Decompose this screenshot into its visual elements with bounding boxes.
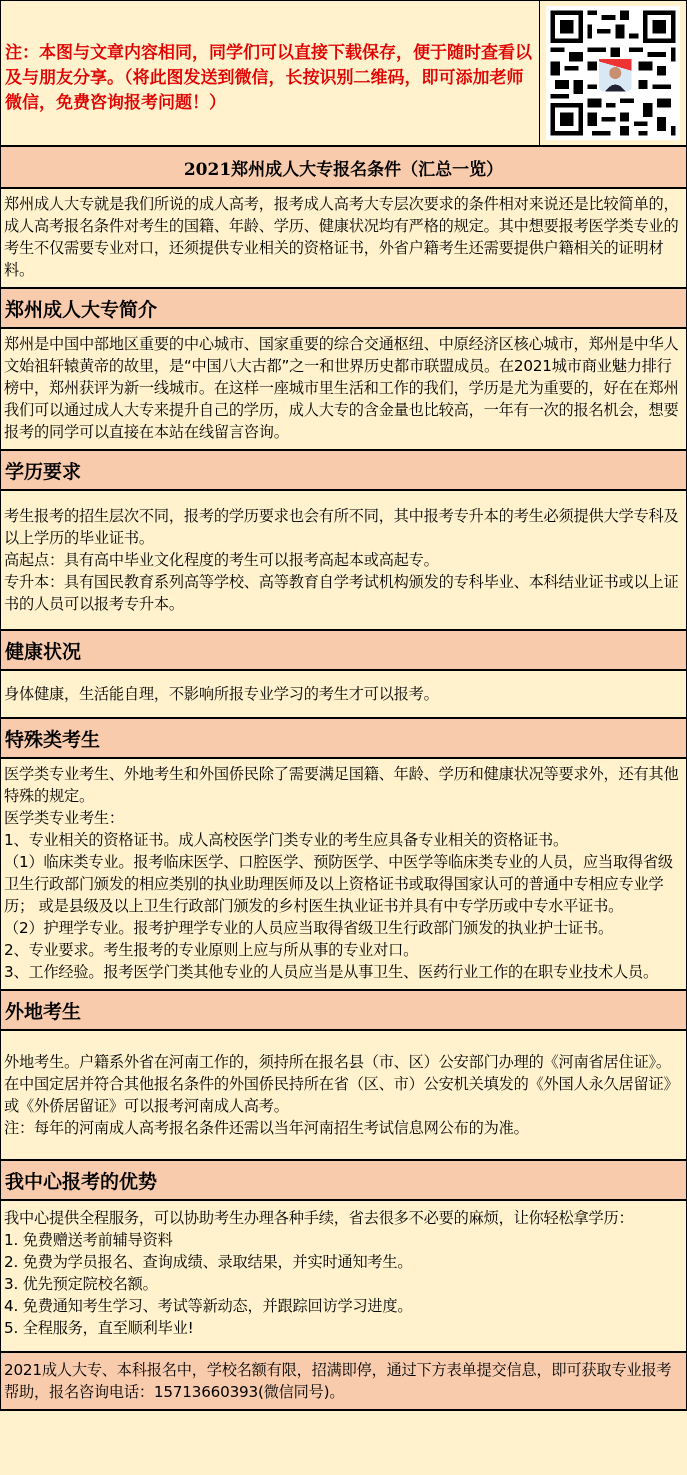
section-heading: 我中心报考的优势 <box>1 1161 686 1201</box>
qr-code-icon <box>546 6 680 140</box>
page-title: 2021郑州成人大专报名条件（汇总一览） <box>1 147 686 189</box>
footer-contact <box>1 1353 686 1411</box>
section-body <box>1 491 686 631</box>
section-heading: 外地考生 <box>1 991 686 1031</box>
section-heading: 健康状况 <box>1 631 686 671</box>
paragraph: 考生报考的招生层次不同，报考的学历要求也会有所不同，其中报考专升本的考生必须提供大学专科及以上学历的毕业证书。 <box>4 507 679 547</box>
list-item: 2. 免费为学员报名、查询成绩、录取结果，并实时通知考生。 <box>4 1253 413 1271</box>
top-banner <box>1 1 686 147</box>
section-heading: 特殊类考生 <box>1 719 686 759</box>
section-body <box>1 671 686 719</box>
paragraph: 郑州是中国中部地区重要的中心城市、国家重要的综合交通枢纽、中原经济区核心城市，郑州是中华人文始祖轩辕黄帝的故里，是“中国八大古都”之一和世界历史都市联盟成员。在2021城市商业魅力排行榜中，郑州获评为新一线城市。在这样一座城市里生活和工作的我们，学历是尤为重要的，好在在郑州我们可以通过成人大专来提升自己的学历，成人大专的含金量也比较高，一年有一次的报名机会，想要报考的同学可以直接在本站在线留言咨询。 <box>4 335 679 441</box>
list-item: 4. 免费通知考生学习、考试等新动态，并跟踪回访学习进度。 <box>4 1297 413 1315</box>
list-item: 5. 全程服务，直至顺利毕业! <box>4 1319 194 1337</box>
list-item: 3. 优先预定院校名额。 <box>4 1275 158 1293</box>
section-heading: 郑州成人大专简介 <box>1 289 686 329</box>
paragraph: 身体健康，生活能自理，不影响所报专业学习的考生才可以报考。 <box>4 685 439 703</box>
paragraph: 我中心提供全程服务，可以协助考生办理各种手续，省去很多不必要的麻烦，让你轻松拿学历： <box>4 1209 634 1227</box>
notice-text: 注：本图与文章内容相同，同学们可以直接下载保存，便于随时查看以及与朋友分享。（将此图发送到微信，长按识别二维码，即可添加老师微信，免费咨询报考问题！） <box>1 1 540 145</box>
section-body <box>1 329 686 451</box>
paragraph: 注：每年的河南成人高考报名条件还需以当年河南招生考试信息网公布的为准。 <box>4 1119 529 1137</box>
paragraph: 2、专业要求。考生报考的专业原则上应与所从事的专业对口。 <box>4 941 419 959</box>
section-body <box>1 759 686 991</box>
paragraph: 1、专业相关的资格证书。成人高校医学门类专业的考生应具备专业相关的资格证书。 <box>4 831 569 849</box>
section-body <box>1 1031 686 1161</box>
paragraph: 专升本：具有国民教育系列高等学校、高等教育自学考试机构颁发的专科毕业、本科结业证书或以上证书的人员可以报考专升本。 <box>4 573 679 613</box>
footer-text: 2021成人大专、本科报名中，学校名额有限，招满即停，通过下方表单提交信息，即可获取专业报考帮助，报名咨询电话：15713660393(微信同号)。 <box>4 1361 672 1401</box>
paragraph: 医学类专业考生： <box>4 809 124 827</box>
paragraph: 高起点：具有高中毕业文化程度的考生可以报考高起本或高起专。 <box>4 551 439 569</box>
paragraph: （2）护理学专业。报考护理学专业的人员应当取得省级卫生行政部门颁发的执业护士证书。 <box>4 919 613 937</box>
qr-cell <box>540 1 686 145</box>
paragraph: 外地考生。户籍系外省在河南工作的，须持所在报名县（市、区）公安部门办理的《河南省居住证》。 <box>4 1053 671 1071</box>
paragraph: 3、工作经验。报考医学门类其他专业的人员应当是从事卫生、医药行业工作的在职专业技术人员。 <box>4 963 658 981</box>
intro-paragraph: 郑州成人大专就是我们所说的成人高考，报考成人高考大专层次要求的条件相对来说还是比较简单的，成人高考报名条件对考生的国籍、年龄、学历、健康状况均有严格的规定。其中想要报考医学类专业的考生不仅需要专业对口，还须提供专业相关的资格证书，外省户籍考生还需要提供户籍相关的证明材料。 <box>4 195 679 279</box>
section-body <box>1 1201 686 1353</box>
section-heading: 学历要求 <box>1 451 686 491</box>
paragraph: 在中国定居并符合其他报名条件的外国侨民持所在省（区、市）公安机关填发的《外国人永久居留证》或《外侨居留证》可以报考河南成人高考。 <box>4 1075 679 1115</box>
paragraph: 医学类专业考生、外地考生和外国侨民除了需要满足国籍、年龄、学历和健康状况等要求外，还有其他特殊的规定。 <box>4 765 679 805</box>
paragraph: （1）临床类专业。报考临床医学、口腔医学、预防医学、中医学等临床类专业的人员，应当取得省级卫生行政部门颁发的相应类别的执业助理医师及以上资格证书或取得国家认可的普通中专相应专业学历； 或是县级及以上卫生行政部门颁发的乡村医生执业证书并具有中专学历或中专水平证书。 <box>4 853 673 915</box>
list-item: 1. 免费赠送考前辅导资料 <box>4 1231 173 1249</box>
intro-text <box>1 189 686 289</box>
